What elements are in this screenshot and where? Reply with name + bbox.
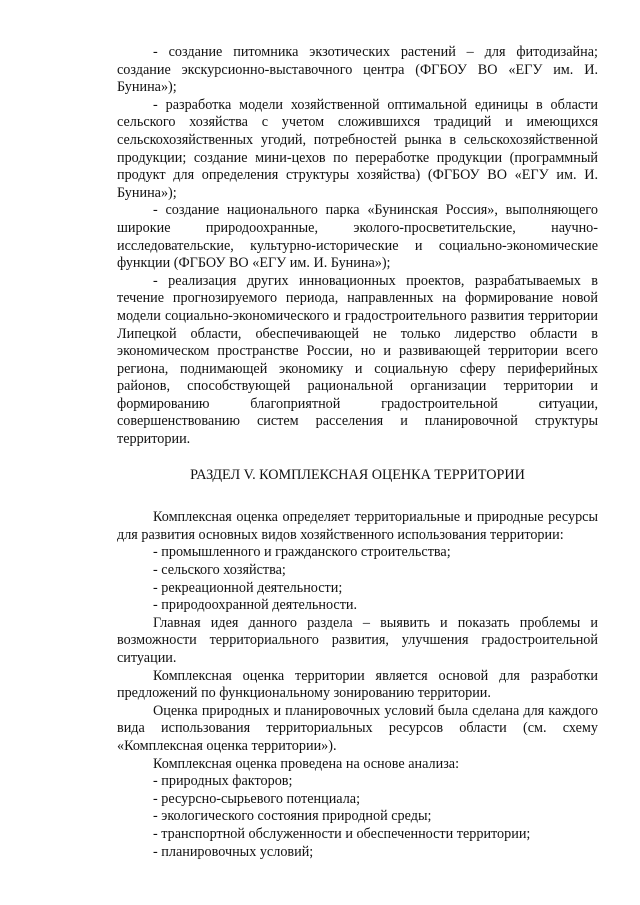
document-page	[117, 44, 598, 861]
paragraph-national-park: - создание национального парка «Бунинская Россия», выполняющего широкие природоохранные, эколого-просветительские, научно-исследовательские, культурно-исторические и социально-экономические функции (ФГБОУ ВО «ЕГУ им. И. Бунина»);	[117, 202, 598, 272]
paragraph-intro: Комплексная оценка определяет территориальные и природные ресурсы для развития основных видов хозяйственного использования территории:	[117, 509, 598, 543]
paragraph-nursery: - создание питомника экзотических растений – для фитодизайна; создание экскурсионно-выставочного центра (ФГБОУ ВО «ЕГУ им. И. Бунина»);	[117, 44, 598, 96]
usage-list	[117, 544, 598, 614]
list-item: - природных факторов;	[153, 773, 293, 790]
list-item: - экологического состояния природной среды;	[153, 808, 432, 825]
list-item: - природоохранной деятельности.	[153, 597, 358, 614]
list-item: - промышленного и гражданского строительства;	[153, 544, 451, 561]
paragraph-analysis-intro: Комплексная оценка проведена на основе анализа:	[153, 755, 460, 772]
list-item: - ресурсно-сырьевого потенциала;	[153, 790, 361, 807]
paragraph-innovative-projects: - реализация других инновационных проектов, разрабатываемых в течение прогнозируемого периода, направленных на формирование новой модели социально-экономического и градостроительного развития территории Липецкой области, обеспечивающей не только лидерство области в экономическом пространстве России, но и развивающей территории всего региона, поднимающей экономику и социальную сферу периферийных районов, способствующей рациональной организации территории и формированию благоприятной градостроительной ситуации, совершенствованию систем расселения и планировочной структуры территории.	[117, 272, 598, 448]
paragraph-assessment-scheme: Оценка природных и планировочных условий была сделана для каждого вида использования территориальных ресурсов области (см. схему «Комплексная оценка территории»).	[117, 702, 598, 754]
list-item: - транспортной обслуженности и обеспеченности территории;	[153, 825, 531, 842]
section-heading: РАЗДЕЛ V. КОМПЛЕКСНАЯ ОЦЕНКА ТЕРРИТОРИИ	[190, 466, 525, 483]
paragraph-zoning-basis: Комплексная оценка территории является основой для разработки предложений по функциональному зонированию территории.	[117, 667, 598, 702]
paragraph-main-idea: Главная идея данного раздела – выявить и показать проблемы и возможности территориального развития, улучшения градостроительной ситуации.	[117, 614, 598, 666]
list-item: - планировочных условий;	[153, 843, 314, 860]
list-item: - рекреационной деятельности;	[153, 579, 343, 596]
paragraph-farm-model: - разработка модели хозяйственной оптимальной единицы в области сельского хозяйства с учетом сложившихся традиций и имеющихся сельскохозяйственных угодий, потребностей рынка в сельскохозяйственной продукции; создание мини-цехов по переработке продукции (программный продукт для определения структуры хозяйства) (ФГБОУ ВО «ЕГУ им. И. Бунина»);	[117, 96, 598, 201]
list-item: - сельского хозяйства;	[153, 562, 286, 579]
analysis-list	[117, 773, 598, 861]
